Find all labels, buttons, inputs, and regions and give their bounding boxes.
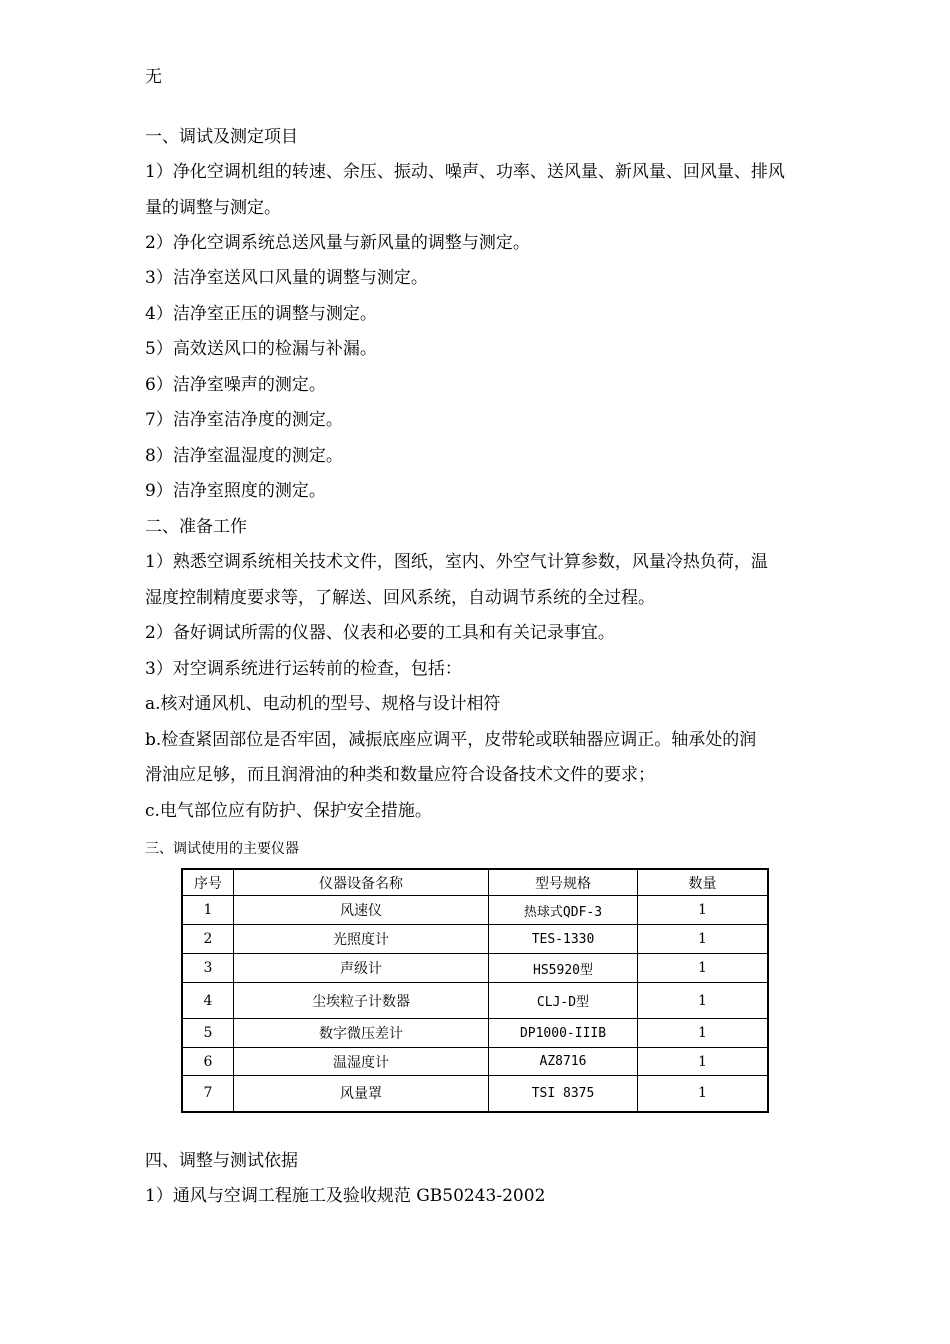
header-cell: 序号 (182, 869, 234, 896)
cell-quantity: 1 (638, 1076, 769, 1112)
cell-name: 数字微压差计 (234, 1019, 489, 1048)
cell-quantity: 1 (638, 896, 769, 925)
cell-name: 风速仪 (234, 896, 489, 925)
table-header-row (182, 869, 768, 896)
cell-index: 1 (182, 896, 234, 925)
cell-name: 风量罩 (234, 1076, 489, 1112)
section1-item: 4）洁净室正压的调整与测定。 (145, 304, 377, 324)
section2-item: b.检查紧固部位是否牢固，减振底座应调平，皮带轮或联轴器应调正。轴承处的润 (145, 730, 757, 750)
table-row (182, 896, 768, 925)
section1-item: 8）洁净室温湿度的测定。 (145, 446, 343, 466)
instrument-table (181, 868, 769, 1113)
section3-title: 三、调试使用的主要仪器 (145, 841, 299, 857)
table-row (182, 1048, 768, 1076)
header-cell: 数量 (638, 869, 769, 896)
cell-name: 温湿度计 (234, 1048, 489, 1076)
header-cell: 仪器设备名称 (234, 869, 489, 896)
section1-title: 一、调试及测定项目 (145, 127, 298, 147)
header-cell: 型号规格 (489, 869, 638, 896)
section2-item: 湿度控制精度要求等，了解送、回风系统，自动调节系统的全过程。 (145, 588, 655, 608)
section2-item: 1）熟悉空调系统相关技术文件，图纸，室内、外空气计算参数，风量冷热负荷，温 (145, 552, 768, 572)
table-row (182, 1076, 768, 1112)
section1-item: 2）净化空调系统总送风量与新风量的调整与测定。 (145, 233, 530, 253)
section1-item: 7）洁净室洁净度的测定。 (145, 410, 343, 430)
section2-item: a.核对通风机、电动机的型号、规格与设计相符 (145, 694, 501, 714)
section2-item: 滑油应足够，而且润滑油的种类和数量应符合设备技术文件的要求； (145, 765, 655, 785)
cell-index: 4 (182, 983, 234, 1019)
table-row (182, 954, 768, 983)
cell-name: 光照度计 (234, 925, 489, 954)
cell-name: 尘埃粒子计数器 (234, 983, 489, 1019)
section1-item: 6）洁净室噪声的测定。 (145, 375, 326, 395)
cell-name: 声级计 (234, 954, 489, 983)
cell-quantity: 1 (638, 983, 769, 1019)
cell-index: 5 (182, 1019, 234, 1048)
section2-item: c.电气部位应有防护、保护安全措施。 (145, 801, 432, 821)
section1-item: 3）洁净室送风口风量的调整与测定。 (145, 268, 428, 288)
section1-item: 9）洁净室照度的测定。 (145, 481, 326, 501)
cell-quantity: 1 (638, 954, 769, 983)
cell-index: 3 (182, 954, 234, 983)
cell-model: TES-1330 (489, 925, 638, 954)
cell-model: AZ8716 (489, 1048, 638, 1076)
cell-quantity: 1 (638, 925, 769, 954)
cell-model: CLJ-D型 (489, 983, 638, 1019)
cell-quantity: 1 (638, 1048, 769, 1076)
section2-item: 2）备好调试所需的仪器、仪表和必要的工具和有关记录事宜。 (145, 623, 615, 643)
cell-index: 6 (182, 1048, 234, 1076)
cell-quantity: 1 (638, 1019, 769, 1048)
cell-model: 热球式QDF-3 (489, 896, 638, 925)
section4-item: 1）通风与空调工程施工及验收规范 GB50243-2002 (145, 1186, 546, 1206)
cell-index: 7 (182, 1076, 234, 1112)
section1-item: 1）净化空调机组的转速、余压、振动、噪声、功率、送风量、新风量、回风量、排风 (145, 162, 785, 182)
cell-model: TSI 8375 (489, 1076, 638, 1112)
section1-item: 量的调整与测定。 (145, 198, 281, 218)
cell-index: 2 (182, 925, 234, 954)
cell-model: DP1000-IIIB (489, 1019, 638, 1048)
section2-title: 二、准备工作 (145, 517, 247, 537)
table-row (182, 925, 768, 954)
table-row (182, 1019, 768, 1048)
section2-item: 3）对空调系统进行运转前的检查，包括： (145, 659, 462, 679)
section1-item: 5）高效送风口的检漏与补漏。 (145, 339, 377, 359)
header-mark: 无 (145, 67, 162, 87)
section4-title: 四、调整与测试依据 (145, 1151, 298, 1171)
table-row (182, 983, 768, 1019)
cell-model: HS5920型 (489, 954, 638, 983)
